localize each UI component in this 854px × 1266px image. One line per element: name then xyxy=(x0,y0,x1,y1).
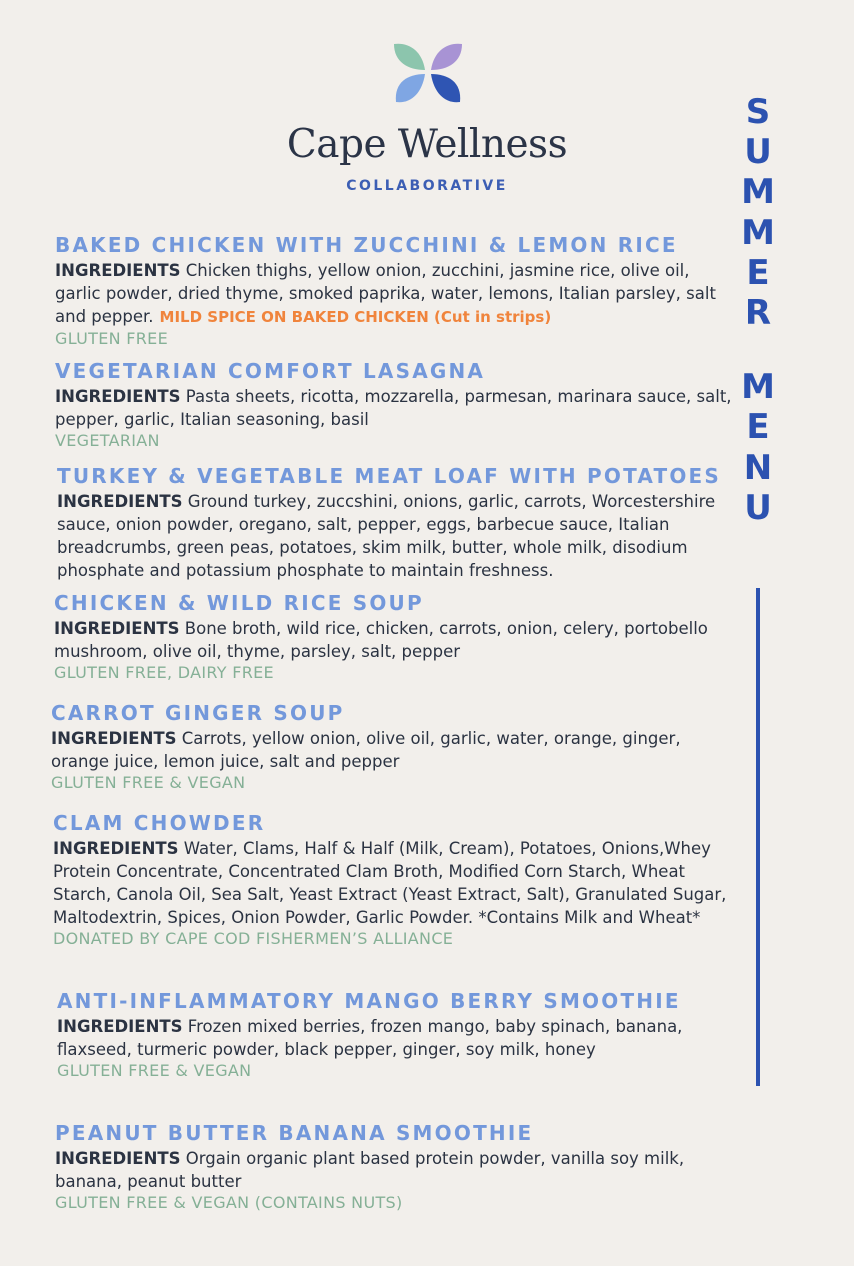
dish-name: BAKED CHICKEN WITH ZUCCHINI & LEMON RICE xyxy=(55,233,678,257)
title-letter: S xyxy=(745,92,771,132)
menu-item xyxy=(54,591,734,683)
menu-item xyxy=(57,989,737,1081)
title-letter: R xyxy=(744,292,772,333)
dish-name: CLAM CHOWDER xyxy=(53,811,266,835)
vertical-divider xyxy=(756,588,760,1086)
dish-name: TURKEY & VEGETABLE MEAT LOAF WITH POTATOES xyxy=(57,464,722,488)
dish-name: CARROT GINGER SOUP xyxy=(51,701,345,725)
summer-menu-vertical-title xyxy=(738,92,778,528)
ingredients: INGREDIENTS Ground turkey, zuccshini, onions, garlic, carrots, Worcestershire sauce, onion powder, oregano, salt, pepper, eggs, barbecue sauce, Italian breadcrumbs, green peas, potatoes, skim milk, butter, whole milk, disodium phosphate and potassium phosphate to maintain freshness. xyxy=(57,492,716,580)
diet-label: GLUTEN FREE & VEGAN (CONTAINS NUTS) xyxy=(55,1193,403,1212)
title-letter: M xyxy=(741,367,775,408)
menu-item xyxy=(55,1121,735,1213)
menu-item xyxy=(55,359,735,451)
diet-label: GLUTEN FREE & VEGAN xyxy=(51,773,246,792)
title-letter: E xyxy=(746,252,770,293)
brand-subtitle: COLLABORATIVE xyxy=(346,178,508,194)
menu-item xyxy=(55,233,735,349)
ingredients: INGREDIENTS Bone broth, wild rice, chicken, carrots, onion, celery, portobello mushroom, olive oil, thyme, parsley, salt, pepper xyxy=(54,619,708,661)
ingredients: INGREDIENTS Pasta sheets, ricotta, mozzarella, parmesan, marinara sauce, salt, pepper, garlic, Italian seasoning, basil xyxy=(55,387,732,429)
title-letter: M xyxy=(741,212,775,253)
menu-item xyxy=(53,811,733,949)
diet-label: GLUTEN FREE & VEGAN xyxy=(57,1061,252,1080)
dish-name: ANTI-INFLAMMATORY MANGO BERRY SMOOTHIE xyxy=(57,989,681,1013)
title-letter: N xyxy=(743,447,773,488)
flower-logo-icon xyxy=(388,36,468,108)
dish-name: CHICKEN & WILD RICE SOUP xyxy=(54,591,424,615)
spice-note: MILD SPICE ON BAKED CHICKEN (Cut in strips) xyxy=(159,308,552,326)
ingredients: INGREDIENTS Orgain organic plant based protein powder, vanilla soy milk, banana, peanut butter xyxy=(55,1149,685,1191)
diet-label: GLUTEN FREE xyxy=(55,329,169,348)
ingredients: INGREDIENTS Water, Clams, Half & Half (Milk, Cream), Potatoes, Onions,Whey Protein Concentrate, Concentrated Clam Broth, Modified Corn Starch, Wheat Starch, Canola Oil, Sea Salt, Yeast Extract (Yeast Extract, Salt), Granulated Sugar, Maltodextrin, Spices, Onion Powder, Garlic Powder. *Contains Milk and Wheat* xyxy=(53,839,727,927)
ingredients: INGREDIENTS Carrots, yellow onion, olive oil, garlic, water, orange, ginger, orange juice, lemon juice, salt and pepper xyxy=(51,729,681,771)
title-letter: E xyxy=(746,407,770,448)
title-letter: U xyxy=(744,487,772,528)
title-letter: M xyxy=(741,172,775,213)
diet-label: DONATED BY CAPE COD FISHERMEN’S ALLIANCE xyxy=(53,929,454,948)
title-letter: U xyxy=(744,132,772,173)
diet-label: VEGETARIAN xyxy=(55,431,160,450)
ingredients: INGREDIENTS Frozen mixed berries, frozen mango, baby spinach, banana, flaxseed, turmeric powder, black pepper, ginger, soy milk, honey xyxy=(57,1017,683,1059)
brand-name: Cape Wellness xyxy=(286,122,568,167)
dish-name: VEGETARIAN COMFORT LASAGNA xyxy=(55,359,486,383)
menu-item xyxy=(57,464,737,582)
dish-name: PEANUT BUTTER BANANA SMOOTHIE xyxy=(55,1121,534,1145)
menu-item xyxy=(51,701,731,793)
ingredients: INGREDIENTS Chicken thighs, yellow onion, zucchini, jasmine rice, olive oil, garlic powder, dried thyme, smoked paprika, water, lemons, Italian parsley, salt and pepper. MILD SPICE ON BAKED CHICKEN (Cut in strips) xyxy=(55,261,716,326)
diet-label: GLUTEN FREE, DAIRY FREE xyxy=(54,663,274,682)
